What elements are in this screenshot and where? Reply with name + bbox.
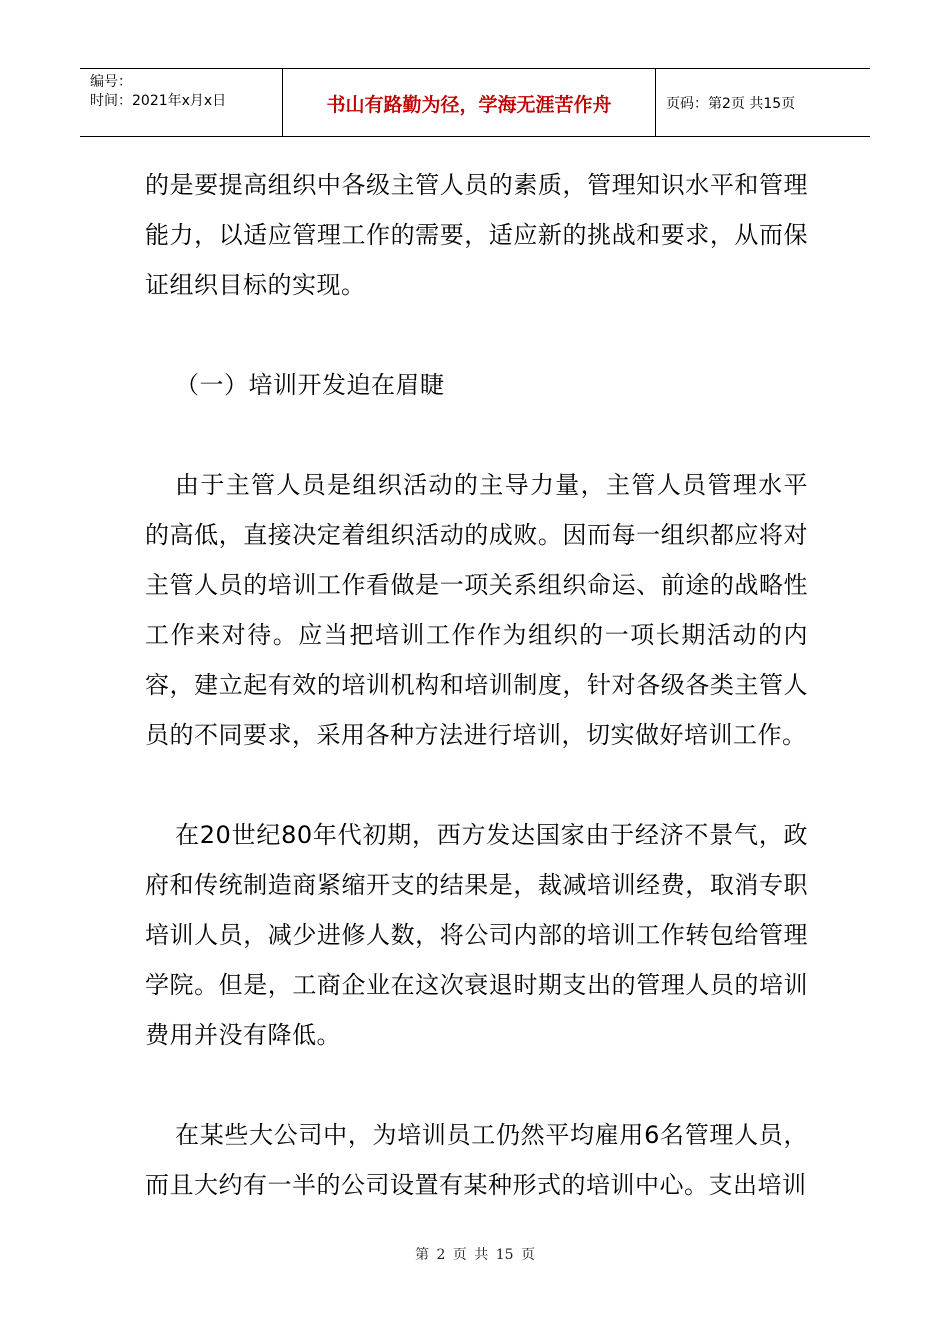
document-body: [145, 160, 808, 1210]
page-number-info: 页码：第2页 共15页: [666, 96, 796, 112]
page-header: [80, 68, 870, 137]
paragraph: 在20世纪80年代初期，西方发达国家由于经济不景气，政府和传统制造商紧缩开支的结果是，裁减培训经费，取消专职培训人员，减少进修人数，将公司内部的培训工作转包给管理学院。但是，工商企业在这次衰退时期支出的管理人员的培训费用并没有降低。: [145, 821, 808, 1049]
serial-number-label: 编号：: [90, 74, 132, 90]
paragraph: 在某些大公司中，为培训员工仍然平均雇用6名管理人员，而且大约有一半的公司设置有某种形式的培训中心。支出培训: [145, 1121, 808, 1199]
header-page-cell: [656, 69, 870, 136]
motto-text: 书山有路勤为径，学海无涯苦作舟: [326, 94, 612, 116]
date-label: 时间：2021年x月x日: [90, 93, 227, 109]
header-meta-cell: [80, 69, 283, 136]
header-motto-cell: [283, 69, 656, 136]
paragraph: 由于主管人员是组织活动的主导力量，主管人员管理水平的高低，直接决定着组织活动的成败。因而每一组织都应将对主管人员的培训工作看做是一项关系组织命运、前途的战略性工作来对待。应当把培训工作作为组织的一项长期活动的内容，建立起有效的培训机构和培训制度，针对各级各类主管人员的不同要求，采用各种方法进行培训，切实做好培训工作。: [145, 471, 808, 749]
paragraph-continuation: 的是要提高组织中各级主管人员的素质，管理知识水平和管理能力，以适应管理工作的需要，适应新的挑战和要求，从而保证组织目标的实现。: [145, 171, 808, 299]
section-heading: （一）培训开发迫在眉睫: [175, 371, 445, 399]
page-footer: 第 2 页 共 15 页: [415, 1247, 535, 1263]
